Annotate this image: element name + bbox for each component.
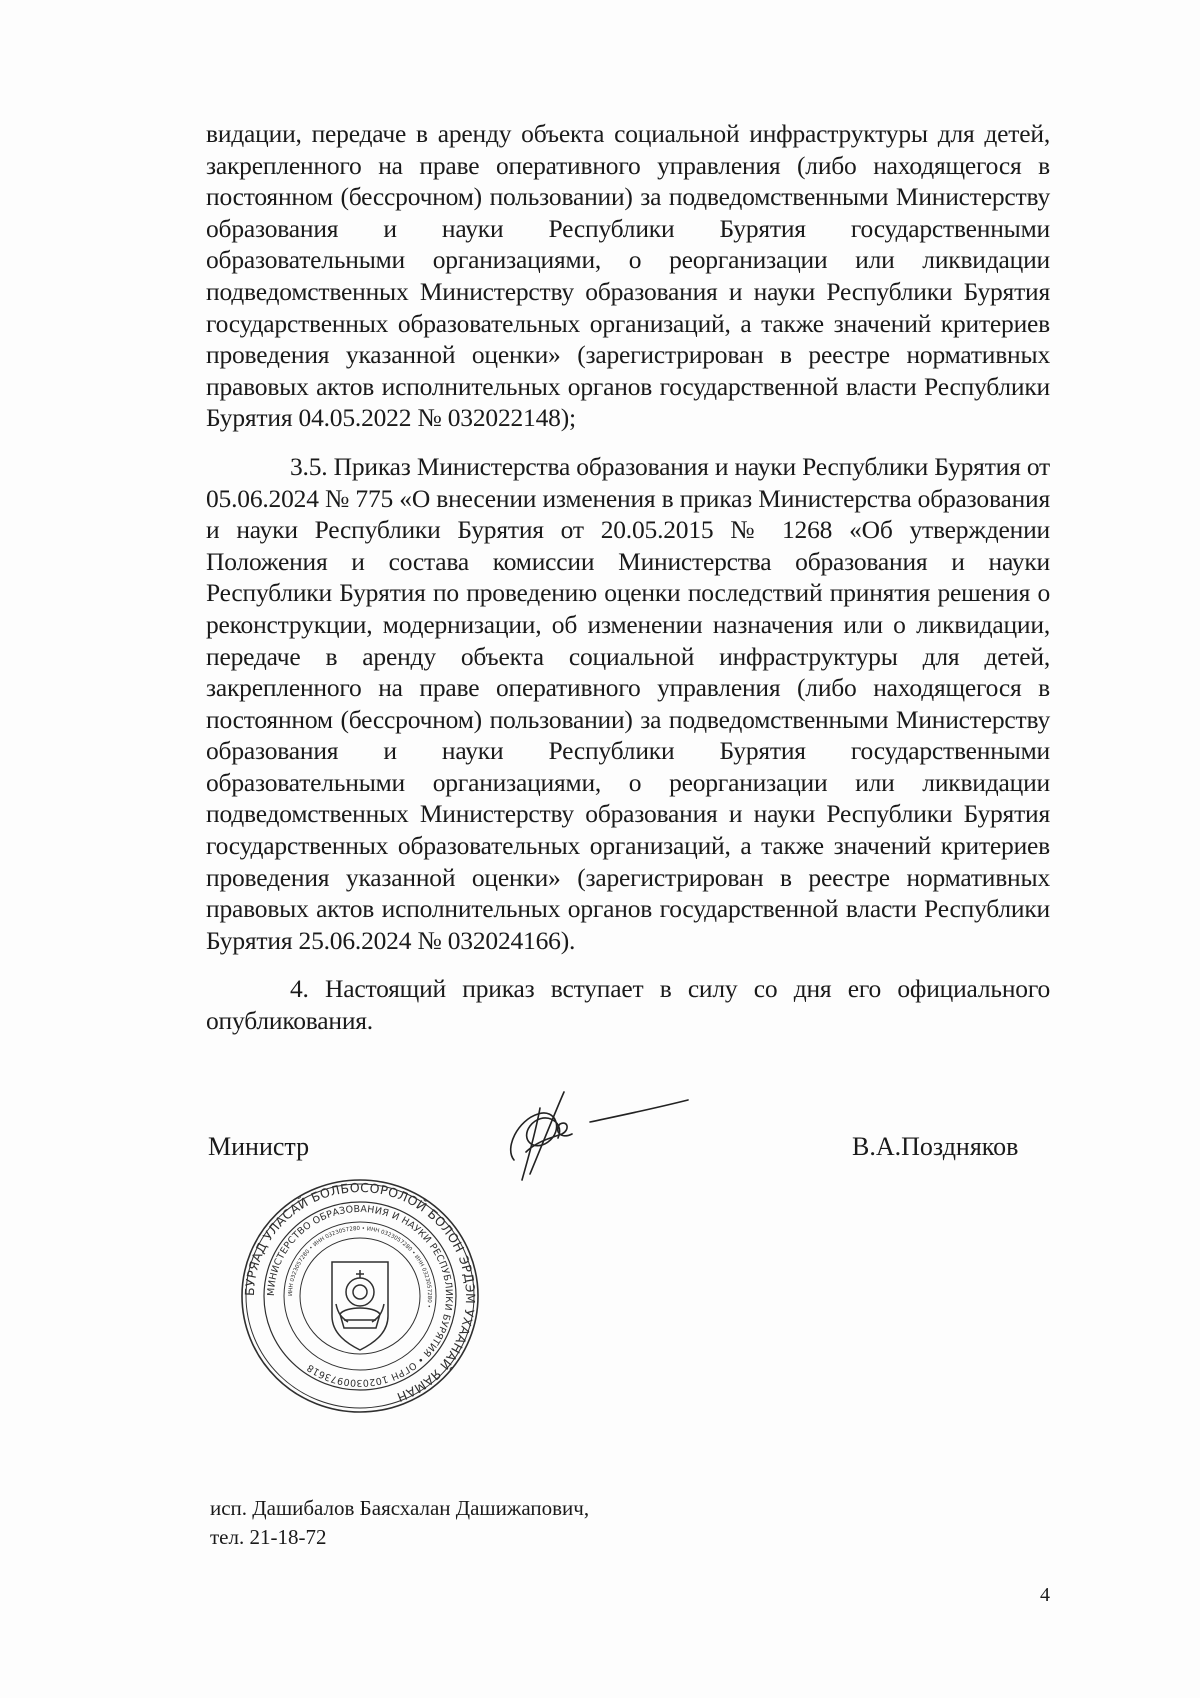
seal-inner-text: МИНИСТЕРСТВО ОБРАЗОВАНИЯ И НАУКИ РЕСПУБЛИКИ БУРЯТИЯ • ОГРН 1020300973618 <box>265 1203 455 1389</box>
seal-ring-text: ИНН 0323057280 • ИНН 0323057280 • ИНН 0323057280 • ИНН 0323057280 • <box>287 1225 433 1309</box>
executor-info <box>210 1494 589 1552</box>
executor-name: исп. Дашибалов Баясхалан Дашижапович, <box>210 1496 590 1520</box>
page-number: 4 <box>1040 1584 1050 1606</box>
paragraph-item-4: 4. Настоящий приказ вступает в силу со дня его официального опубликования. <box>206 974 1050 1036</box>
paragraph-item-3-5: 3.5. Приказ Министерства образования и науки Республики Бурятия от 05.06.2024 № 775 «О внесении изменения в приказ Министерства образования и науки Республики Бурятия от 20.05.2015 № 1268 «Об утверждении Положения и состава комиссии Министерства образования и науки Республики Бурятия по проведению оценки последствий принятия решения о реконструкции, модернизации, об изменении назначения или о ликвидации, передаче в аренду объекта социальной инфраструктуры для детей, закрепленного на праве оперативного управления (либо находящегося в постоянном (бессрочном) пользовании) за подведомственными Министерству образования и науки Республики Бурятия государственными образовательными организациями, о реорганизации или ликвидации подведомственных Министерству образования и науки Республики Бурятия государственных образовательных организаций, а также значений критериев проведения указанной оценки» (зарегистрирован в реестре нормативных правовых актов исполнительных органов государственной власти Республики Бурятия 25.06.2024 № 032024166). <box>206 451 1050 955</box>
seal-outer-text: БУРЯАД УЛАСАЙ БОЛБОСОРОЛОЙ БОЛОН ЭРДЭМ УХААНАЙ ЯАМАН <box>241 1179 479 1406</box>
coat-of-arms-icon <box>332 1262 388 1350</box>
paragraph-continuation: видации, передаче в аренду объекта социальной инфраструктуры для детей, закрепленного на праве оперативного управления (либо находящегося в постоянном (бессрочном) пользовании) за подведомственными Министерству образования и науки Республики Бурятия государственными образовательными организациями, о реорганизации или ликвидации подведомственных Министерству образования и науки Республики Бурятия государственных образовательных организаций, а также значений критериев проведения указанной оценки» (зарегистрирован в реестре нормативных правовых актов исполнительных органов государственной власти Республики Бурятия 04.05.2022 № 032022148); <box>206 119 1050 433</box>
handwritten-signature <box>500 1090 700 1200</box>
signer-name: В.А.Поздняков <box>852 1132 1019 1161</box>
official-seal <box>240 1178 480 1414</box>
order-body-text <box>206 118 1050 1037</box>
minister-title: Министр <box>208 1132 310 1161</box>
executor-phone: тел. 21-18-72 <box>210 1525 327 1549</box>
